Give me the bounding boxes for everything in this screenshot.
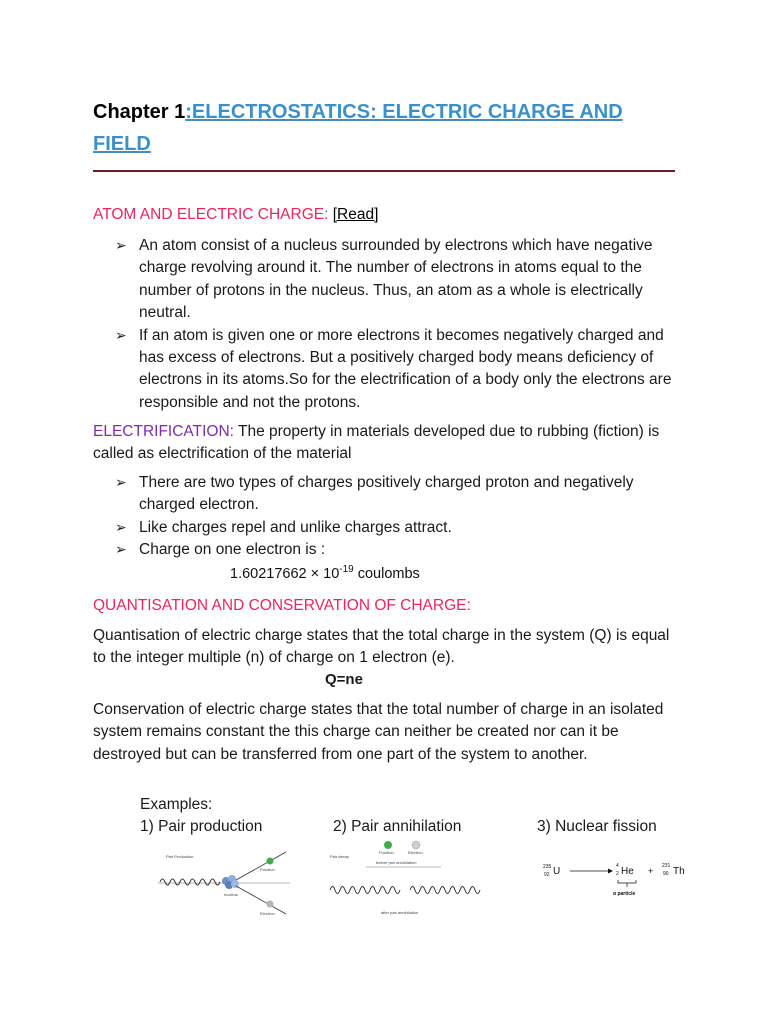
chapter-number: Chapter 1: [93, 101, 186, 123]
nuclear-fission-diagram: [540, 838, 690, 908]
list-item: ➢ Charge on one electron is :: [115, 539, 675, 561]
pa-photon-wave-left: [330, 887, 400, 894]
alpha-bracket: [618, 880, 636, 887]
reaction-arrow-icon: [608, 869, 613, 874]
pair-production-diagram: [158, 838, 298, 918]
u-symbol: U: [553, 866, 561, 877]
pa-title: Pair decay: [330, 854, 349, 859]
alpha-label: α particle: [613, 891, 636, 897]
pa-after-label: after pair annihilation: [381, 910, 419, 915]
he-mass: 4: [616, 863, 619, 869]
electrification-paragraph: [93, 421, 683, 466]
th-mass: 231: [662, 863, 671, 869]
electrification-bullet-list: [115, 472, 675, 562]
list-item: ➢ An atom consist of a nucleus surrounded by electrons which have negative charge revolving around it. The number of electrons in atoms equal to the number of protons in the nucleus. Thus, an atom as a whole is electrically neutral.: [115, 235, 675, 325]
pa-electron-dot: [412, 841, 420, 849]
pa-electron-label: Electron: [408, 850, 423, 855]
pa-photon-wave-right: [410, 887, 480, 894]
list-item: ➢ Like charges repel and unlike charges attract.: [115, 517, 675, 539]
pp-title: Pair Production: [166, 854, 194, 859]
example-pair-annihilation: 2) Pair annihilation: [333, 818, 462, 835]
th-atomic-number: 90: [663, 871, 669, 877]
atom-bullet-list: [115, 235, 675, 414]
pp-nucleus: [222, 875, 239, 889]
chapter-title-link[interactable]: ELECTROSTATICS: ELECTRIC CHARGE AND FIELD: [93, 101, 623, 155]
list-item: ➢ If an atom is given one or more electrons it becomes negatively charged and has excess of electrons. But a positively charged body means deficiency of electrons in its atoms.So for the electrification of a body only the electrons are responsible and not the protons.: [115, 325, 675, 415]
pp-electron-path: [236, 886, 286, 914]
pp-positron-label: Positron: [260, 867, 275, 872]
pa-positron-dot: [384, 841, 392, 849]
th-symbol: Th: [673, 866, 685, 877]
atom-heading-line: [93, 204, 683, 226]
formula-exponent: -19: [339, 564, 354, 575]
example-nuclear-fission: 3) Nuclear fission: [537, 818, 657, 835]
electron-charge-formula: [230, 564, 420, 582]
pp-positron-dot: [267, 858, 274, 865]
u-atomic-number: 92: [544, 872, 550, 878]
pp-photon-wave: [160, 879, 220, 885]
u-mass: 235: [543, 864, 552, 870]
pp-electron-label: Electron: [260, 911, 275, 916]
pp-electron-dot: [267, 901, 274, 908]
examples-title: Examples:: [140, 796, 213, 813]
he-atomic-number: 2: [616, 871, 619, 877]
conservation-paragraph: Conservation of electric charge states that the total number of charge in an isolated system remains constant the this charge can neither be created nor can it be destroyed but can be transferred from one part of the system to another.: [93, 701, 664, 763]
pa-before-label: before pair annihilation: [376, 860, 417, 865]
formula-unit: coulombs: [353, 565, 420, 582]
chapter-title: [93, 96, 683, 160]
electrification-heading: ELECTRIFICATION:: [93, 423, 234, 440]
pair-annihilation-diagram: [326, 838, 486, 918]
read-link[interactable]: [Read]: [332, 206, 379, 223]
quantisation-equation: Q=ne: [325, 671, 363, 688]
atom-heading: ATOM AND ELECTRIC CHARGE:: [93, 206, 329, 223]
quantisation-heading: QUANTISATION AND CONSERVATION OF CHARGE:: [93, 597, 471, 614]
chapter-colon: :: [185, 101, 192, 123]
pp-nucleus-label: nucleus: [224, 892, 238, 897]
electrification-text: The property in materials developed due to rubbing (fiction) is called as electrification of the material: [93, 423, 660, 463]
title-divider: [93, 170, 675, 172]
he-symbol: He: [621, 866, 634, 877]
formula-base: 1.60217662 × 10: [230, 565, 340, 582]
example-pair-production: 1) Pair production: [140, 818, 263, 835]
quantisation-paragraph: Quantisation of electric charge states that the total charge in the system (Q) is equal to the integer multiple (n) of charge on 1 electron (e).: [93, 627, 670, 667]
pp-positron-path: [236, 852, 286, 880]
pa-positron-label: Positron: [379, 850, 394, 855]
plus-sign: +: [648, 866, 654, 876]
list-item: ➢ There are two types of charges positively charged proton and negatively charged electron.: [115, 472, 675, 517]
